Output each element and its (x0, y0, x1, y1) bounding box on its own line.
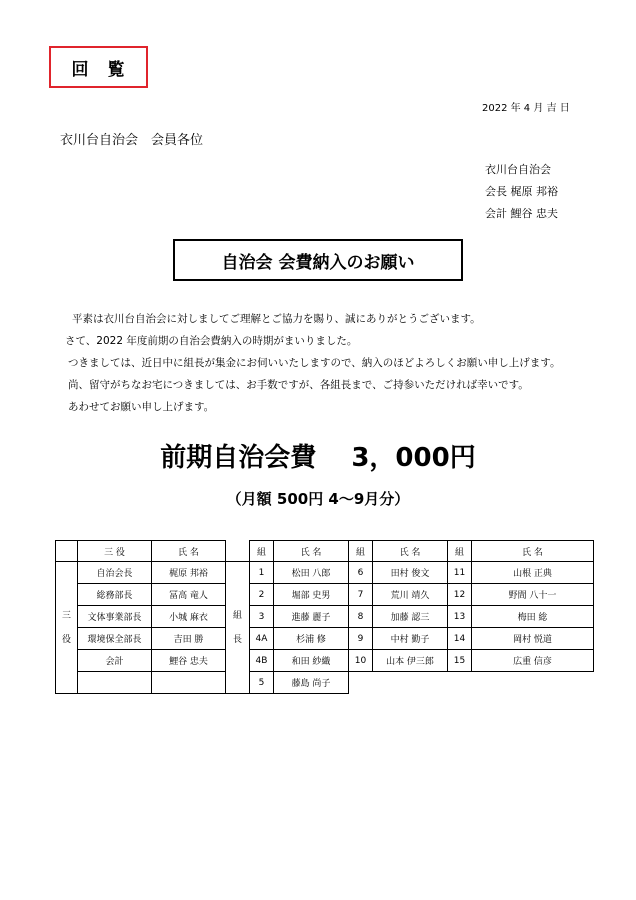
body-line-5: あわせてお願い申し上げます。 (68, 401, 215, 413)
kumi-leader-name: 杉浦 修 (274, 628, 349, 650)
roster-table (55, 540, 594, 694)
officer-role: 環境保全部長 (78, 628, 152, 650)
kumi-number: 10 (349, 650, 373, 672)
table-row (56, 628, 594, 650)
kumi-leader-name: 加藤 認三 (373, 606, 448, 628)
table-row (56, 650, 594, 672)
header-name: 氏 名 (373, 541, 448, 562)
sender-org: 衣川台自治会 (485, 163, 551, 176)
roster-header-row (56, 541, 594, 562)
kumi-number: 11 (448, 562, 472, 584)
table-row (56, 672, 594, 694)
body-line-1: 平素は衣川台自治会に対しましてご理解とご協力を賜り、誠にありがとうございます。 (72, 313, 481, 325)
officer-name: 鯉谷 忠夫 (152, 650, 226, 672)
recipient-line: 衣川台自治会 会員各位 (60, 133, 204, 148)
kumi-number: 14 (448, 628, 472, 650)
officer-role: 文体事業部長 (78, 606, 152, 628)
kumi-leader-name: 山根 正典 (472, 562, 594, 584)
document-title: 自治会 会費納入のお願い (173, 239, 463, 281)
issue-date: 2022 年 4 月 吉 日 (482, 103, 570, 114)
header-role: 三 役 (78, 541, 152, 562)
kumi-number: 7 (349, 584, 373, 606)
table-row (56, 562, 594, 584)
kumi-leader-name: 進藤 麗子 (274, 606, 349, 628)
table-row (56, 606, 594, 628)
officer-role: 会計 (78, 650, 152, 672)
officer-name: 吉田 勝 (152, 628, 226, 650)
kumi-leader-name: 中村 勤子 (373, 628, 448, 650)
header-kumi: 組 (448, 541, 472, 562)
header-kumi: 組 (349, 541, 373, 562)
kumi-number: 1 (250, 562, 274, 584)
header-name: 氏 名 (472, 541, 594, 562)
officer-role: 自治会長 (78, 562, 152, 584)
officer-name: 梶原 邦裕 (152, 562, 226, 584)
sender-chair: 会長 梶原 邦裕 (485, 185, 558, 198)
kumi-leader-name: 梅田 総 (472, 606, 594, 628)
officer-name (152, 672, 226, 694)
fee-monthly-note: （月額 500円 4～9月分） (226, 490, 410, 508)
kumi-number: 13 (448, 606, 472, 628)
table-row (56, 584, 594, 606)
officer-role: 総務部長 (78, 584, 152, 606)
kumi-number: 4A (250, 628, 274, 650)
sender-treasurer: 会計 鯉谷 忠夫 (485, 207, 558, 220)
kumi-number: 9 (349, 628, 373, 650)
header-name: 氏 名 (152, 541, 226, 562)
kumi-number: 4B (250, 650, 274, 672)
kumi-leader-name: 堀部 史男 (274, 584, 349, 606)
circulation-stamp: 回 覧 (49, 46, 148, 88)
body-line-4: 尚、留守がちなお宅につきましては、お手数ですが、各組長まで、ご持参いただければ幸いです。 (68, 379, 529, 391)
kumi-leader-name: 田村 俊文 (373, 562, 448, 584)
kumi-number: 12 (448, 584, 472, 606)
kumi-number: 2 (250, 584, 274, 606)
officer-role (78, 672, 152, 694)
officer-name: 小城 麻衣 (152, 606, 226, 628)
header-kumi: 組 (250, 541, 274, 562)
body-line-3: つきましては、近日中に組長が集金にお伺いいたしますので、納入のほどよろしくお願い申し上げます。 (68, 357, 561, 369)
kumi-leader-name: 荒川 靖久 (373, 584, 448, 606)
kumi-leader-name: 松田 八郎 (274, 562, 349, 584)
header-name: 氏 名 (274, 541, 349, 562)
kumi-leader-name: 岡村 悦道 (472, 628, 594, 650)
kumi-number: 5 (250, 672, 274, 694)
kumi-leader-name: 野間 八十一 (472, 584, 594, 606)
kumi-number: 8 (349, 606, 373, 628)
sanyaku-label: 三 役 (56, 562, 78, 694)
kumi-number: 3 (250, 606, 274, 628)
kumi-leader-name: 藤島 尚子 (274, 672, 349, 694)
officer-name: 冨高 竜人 (152, 584, 226, 606)
kumi-leader-name: 山本 伊三郎 (373, 650, 448, 672)
fee-amount: 前期自治会費 3，000円 (160, 443, 476, 473)
kumi-number: 6 (349, 562, 373, 584)
body-line-2: さて、2022 年度前期の自治会費納入の時期がまいりました。 (65, 335, 358, 347)
kumi-number: 15 (448, 650, 472, 672)
kumi-leader-name: 広重 信彦 (472, 650, 594, 672)
kumi-leader-name: 和田 紗織 (274, 650, 349, 672)
kumicho-label: 組 長 (226, 562, 250, 694)
